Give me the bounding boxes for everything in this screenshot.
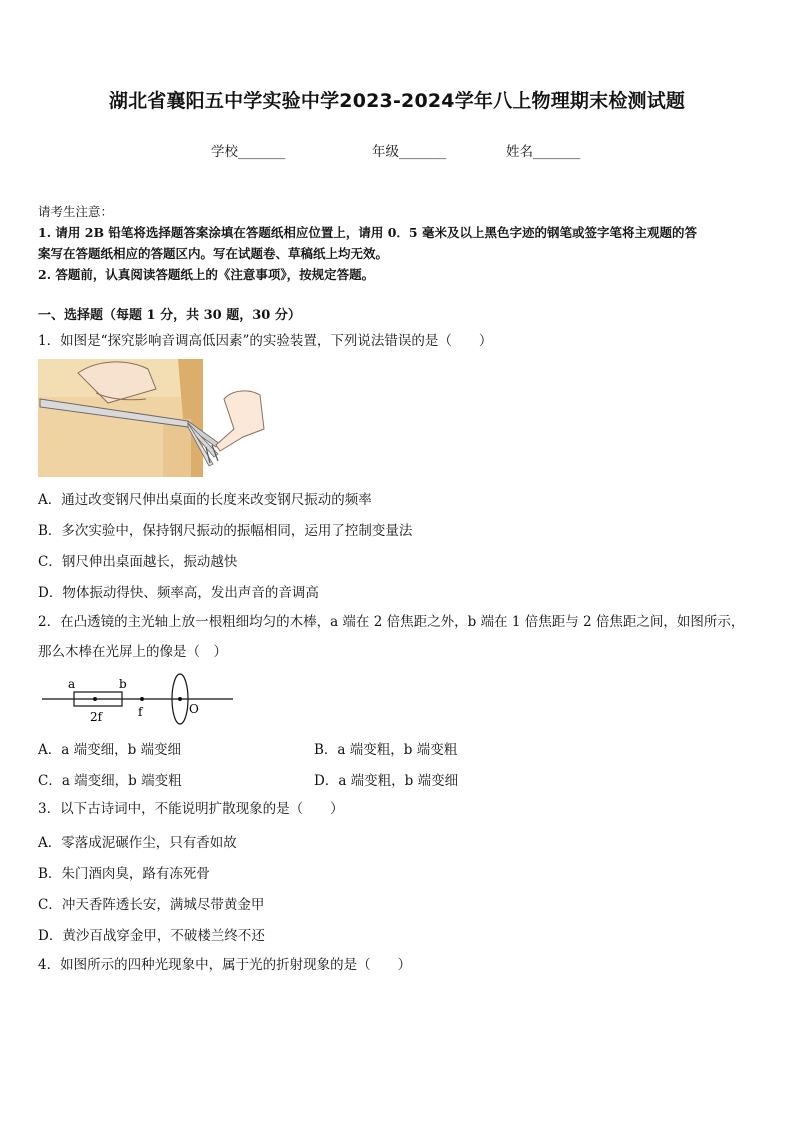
question-2-stem-line-2: 那么木棒在光屏上的像是（ ） [38,644,227,660]
exam-notes [38,201,758,285]
question-1-option-a: A．通过改变钢尺伸出桌面的长度来改变钢尺振动的频率 [38,492,372,508]
question-3-option-c: C．冲天香阵透长安，满城尽带黄金甲 [38,897,265,913]
ruler-table-figure [38,359,266,477]
question-3-option-a: A．零落成泥碾作尘，只有香如故 [38,835,237,851]
question-1-stem: 1．如图是“探究影响音调高低因素”的实验装置，下列说法错误的是（ ） [38,333,493,349]
question-3-option-b: B．朱门酒肉臭，路有冻死骨 [38,866,210,882]
question-4-stem: 4．如图所示的四种光现象中，属于光的折射现象的是（ ） [38,957,412,973]
label-b: b [119,677,127,691]
school-field: 学校_______ [211,144,286,160]
question-1-option-c: C．钢尺伸出桌面越长，振动越快 [38,554,238,570]
question-2-stem-line-1: 2．在凸透镜的主光轴上放一根粗细均匀的木棒，a 端在 2 倍焦距之外，b 端在 1 倍焦距与 2 倍焦距之间，如图所示， [38,614,745,630]
lens-diagram [40,672,240,730]
question-2-option-d: D．a 端变粗，b 端变细 [314,773,459,789]
note-item-1-line-1: 1. 请用 2B 铅笔将选择题答案涂填在答题纸相应位置上，请用 0．5 毫米及以上黑色字迹的钢笔或签字笔将主观题的答 [38,225,697,240]
label-2f: 2f [90,710,103,724]
label-a: a [68,677,76,691]
label-f: f [138,705,143,719]
question-2-option-c: C．a 端变细，b 端变粗 [38,773,182,789]
question-3-stem: 3．以下古诗词中，不能说明扩散现象的是（ ） [38,801,344,817]
question-1-option-b: B．多次实验中，保持钢尺振动的振幅相同，运用了控制变量法 [38,523,413,539]
page-title: 湖北省襄阳五中学实验中学2023-2024学年八上物理期末检测试题 [108,90,686,112]
question-2-option-a: A．a 端变细，b 端变细 [38,742,182,758]
note-item-1-line-2: 案写在答题纸相应的答题区内。写在试题卷、草稿纸上均无效。 [38,246,389,261]
grade-field: 年级_______ [372,144,447,160]
label-o: O [189,702,199,716]
section-heading: 一、选择题（每题 1 分，共 30 题，30 分） [38,308,301,323]
question-2-option-b: B．a 端变粗，b 端变粗 [314,742,458,758]
question-3-option-d: D．黄沙百战穿金甲，不破楼兰终不还 [38,928,265,944]
note-item-2: 2. 答题前，认真阅读答题纸上的《注意事项》，按规定答题。 [38,267,375,282]
notes-heading: 请考生注意： [38,204,114,219]
name-field: 姓名_______ [506,144,581,160]
question-1-option-d: D．物体振动得快、频率高，发出声音的音调高 [38,585,319,601]
